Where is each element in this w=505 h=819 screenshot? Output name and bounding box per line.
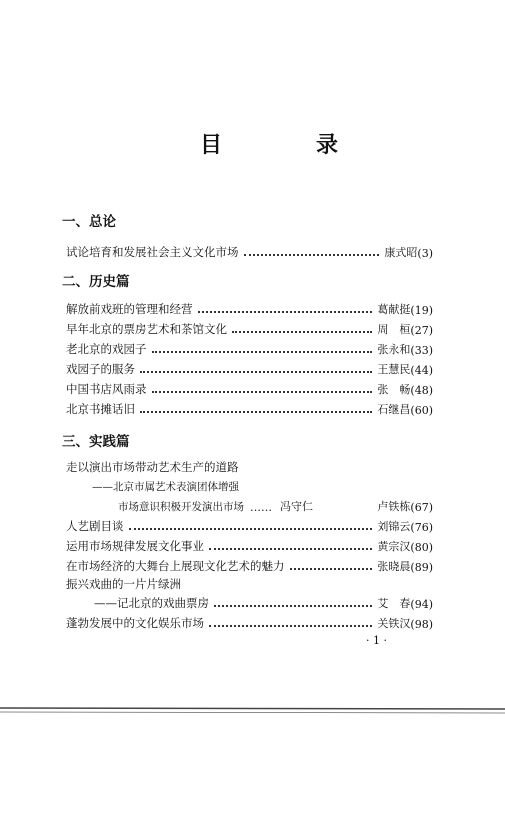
- entry-author: 张永和: [377, 343, 411, 356]
- dot-leader: [290, 568, 373, 570]
- entry-page: (67): [410, 501, 433, 514]
- entry-author: 张 畅: [377, 383, 411, 396]
- entry-author: 王慧民: [377, 363, 411, 376]
- entry-subtitle: ——记北京的戏曲票房: [94, 596, 209, 610]
- toc-entry[interactable]: [66, 516, 433, 534]
- section-heading-overview: 一、总论: [62, 214, 116, 230]
- page-title-char-1: 目: [200, 133, 225, 158]
- entry-title: 北京书摊话旧: [66, 402, 135, 416]
- toc-entry[interactable]: [66, 339, 433, 357]
- dot-leader: [198, 311, 373, 313]
- dot-leader-text: ……: [250, 501, 272, 514]
- dot-leader: [152, 391, 373, 393]
- toc-entry[interactable]: [66, 536, 433, 554]
- dot-leader: [214, 605, 372, 607]
- entry-author: 石继昌: [377, 403, 411, 416]
- toc-entry[interactable]: [66, 299, 433, 317]
- entry-title: 戏园子的服务: [66, 362, 135, 376]
- dot-leader: [209, 548, 372, 550]
- entry-page: (33): [410, 344, 433, 357]
- section-heading-practice: 三、实践篇: [62, 434, 130, 450]
- toc-entry[interactable]: [66, 319, 433, 337]
- page-number: · 1 ·: [366, 634, 387, 647]
- entry-author: 葛献挺: [377, 303, 411, 316]
- entry-page: (3): [417, 247, 433, 260]
- entry-page: (76): [410, 521, 433, 534]
- entry-title: 蓬勃发展中的文化娱乐市场: [66, 616, 204, 630]
- toc-entry[interactable]: [94, 593, 433, 611]
- dot-leader: [244, 254, 380, 256]
- entry-page: (60): [410, 404, 433, 417]
- entry-page: (89): [410, 561, 433, 574]
- entry-title: 运用市场规律发展文化事业: [66, 539, 204, 553]
- dot-leader: [209, 625, 372, 627]
- toc-entry[interactable]: [118, 496, 433, 514]
- entry-title: 试论培育和发展社会主义文化市场: [66, 245, 239, 259]
- entry-author: 张晓晨: [377, 560, 411, 573]
- toc-entry[interactable]: [66, 242, 433, 260]
- entry-page: (48): [410, 384, 433, 397]
- page-title-char-2: 录: [315, 133, 340, 158]
- entry-author: 刘锦云: [377, 520, 411, 533]
- toc-entry[interactable]: [66, 613, 433, 631]
- dot-leader: [129, 528, 373, 530]
- entry-author: 康式昭: [384, 246, 418, 259]
- dot-leader: [232, 331, 372, 333]
- entry-title: 人艺剧目谈: [66, 519, 124, 533]
- entry-title: 在市场经济的大舞台上展现文化艺术的魅力: [66, 559, 285, 573]
- entry-author: 周 桓: [377, 323, 411, 336]
- entry-page: (80): [410, 541, 433, 554]
- toc-entry[interactable]: [66, 399, 433, 417]
- entry-title: 解放前戏班的管理和经营: [66, 302, 193, 316]
- dot-leader: [140, 371, 372, 373]
- section-heading-history: 二、历史篇: [62, 274, 130, 290]
- dot-leader: [140, 411, 372, 413]
- entry-title: 早年北京的票房艺术和茶馆文化: [66, 322, 227, 336]
- toc-entry[interactable]: [66, 359, 433, 377]
- entry-author: 卢铁栋: [377, 500, 411, 513]
- entry-title: 中国书店风雨录: [66, 382, 147, 396]
- entry-title-line[interactable]: 振兴戏曲的一片片绿洲: [66, 577, 181, 591]
- entry-author: 冯守仁: [280, 500, 313, 513]
- entry-author: 黄宗汉: [377, 540, 411, 553]
- toc-entry[interactable]: [66, 556, 433, 574]
- entry-author: 关铁汉: [377, 617, 411, 630]
- toc-entry[interactable]: [66, 379, 433, 397]
- entry-page: (19): [410, 304, 433, 317]
- entry-subtitle-line: ——北京市属艺术表演团体增强: [92, 481, 239, 493]
- entry-page: (94): [410, 598, 433, 611]
- entry-page: (44): [410, 364, 433, 377]
- page-title: [200, 128, 340, 159]
- entry-page: (27): [410, 324, 433, 337]
- entry-title-line[interactable]: 走以演出市场带动艺术生产的道路: [66, 460, 239, 474]
- entry-subtitle: 市场意识积极开发演出市场: [118, 501, 244, 513]
- dot-leader: [152, 351, 373, 353]
- entry-page: (98): [410, 618, 433, 631]
- entry-author: 艾 春: [377, 597, 411, 610]
- page-edge-rule: [0, 700, 505, 720]
- entry-title: 老北京的戏园子: [66, 342, 147, 356]
